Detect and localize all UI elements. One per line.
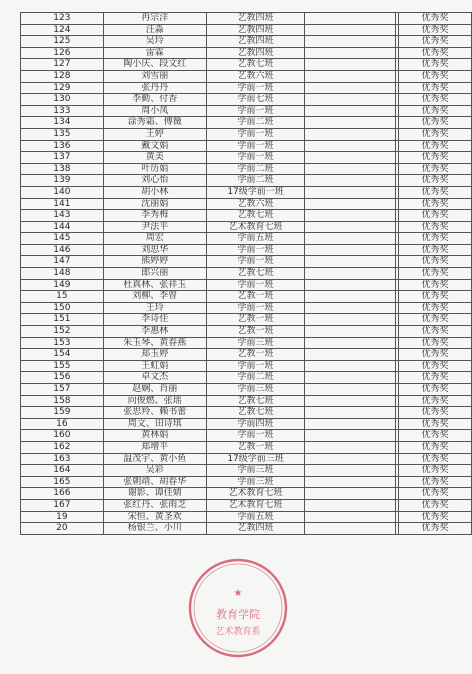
row-number: 125 — [21, 36, 104, 48]
row-number: 129 — [21, 82, 104, 94]
row-number: 15 — [21, 291, 104, 303]
row-number: 128 — [21, 70, 104, 82]
table-row — [21, 372, 472, 384]
row-name: 吴彩 — [103, 465, 206, 477]
row-class: 学前七班 — [206, 94, 305, 106]
row-name: 周宏 — [103, 233, 206, 245]
row-award: 优秀奖 — [399, 36, 472, 48]
row-number: 154 — [21, 349, 104, 361]
row-class: 17级学前一班 — [206, 186, 305, 198]
row-class: 学前一班 — [206, 140, 305, 152]
table-row — [21, 233, 472, 245]
row-award: 优秀奖 — [399, 326, 472, 338]
table-row — [21, 499, 472, 511]
table-row — [21, 94, 472, 106]
row-class: 学前一班 — [206, 256, 305, 268]
row-number: 150 — [21, 302, 104, 314]
row-class: 学前二班 — [206, 163, 305, 175]
table-row — [21, 244, 472, 256]
seal-outer-ring — [190, 560, 286, 656]
row-empty — [305, 82, 396, 94]
row-number: 148 — [21, 268, 104, 280]
row-name: 胡小林 — [103, 186, 206, 198]
row-empty — [305, 140, 396, 152]
row-award: 优秀奖 — [399, 279, 472, 291]
row-empty — [305, 13, 396, 25]
row-class: 艺教一班 — [206, 441, 305, 453]
row-empty — [305, 128, 396, 140]
row-award: 优秀奖 — [399, 488, 472, 500]
row-class: 艺教四班 — [206, 47, 305, 59]
row-empty — [305, 210, 396, 222]
row-class: 艺术教育七班 — [206, 488, 305, 500]
row-name: 向俊燃、张瑶 — [103, 395, 206, 407]
row-empty — [305, 430, 396, 442]
row-class: 艺术教育七班 — [206, 499, 305, 511]
table-row — [21, 163, 472, 175]
row-number: 145 — [21, 233, 104, 245]
row-number: 138 — [21, 163, 104, 175]
row-award: 优秀奖 — [399, 291, 472, 303]
row-number: 137 — [21, 152, 104, 164]
row-empty — [305, 453, 396, 465]
row-name: 王玲 — [103, 302, 206, 314]
row-award: 优秀奖 — [399, 117, 472, 129]
row-award: 优秀奖 — [399, 453, 472, 465]
table-row — [21, 314, 472, 326]
row-name: 周小凤 — [103, 105, 206, 117]
table-row — [21, 430, 472, 442]
row-number: 151 — [21, 314, 104, 326]
table-row — [21, 441, 472, 453]
row-number: 16 — [21, 418, 104, 430]
row-empty — [305, 70, 396, 82]
row-name: 张红丹、张雨芝 — [103, 499, 206, 511]
row-number: 134 — [21, 117, 104, 129]
row-empty — [305, 349, 396, 361]
row-award: 优秀奖 — [399, 511, 472, 523]
row-class: 艺教七班 — [206, 407, 305, 419]
row-class: 学前五班 — [206, 511, 305, 523]
row-empty — [305, 465, 396, 477]
row-award: 优秀奖 — [399, 244, 472, 256]
table-row — [21, 36, 472, 48]
row-empty — [305, 314, 396, 326]
row-empty — [305, 94, 396, 106]
row-award: 优秀奖 — [399, 349, 472, 361]
row-name: 李勤、付香 — [103, 94, 206, 106]
row-award: 优秀奖 — [399, 233, 472, 245]
row-number: 133 — [21, 105, 104, 117]
row-number: 153 — [21, 337, 104, 349]
row-class: 学前二班 — [206, 372, 305, 384]
row-number: 124 — [21, 24, 104, 36]
row-number: 163 — [21, 453, 104, 465]
row-name: 雷霖 — [103, 47, 206, 59]
row-class: 艺教六班 — [206, 70, 305, 82]
row-number: 155 — [21, 360, 104, 372]
row-empty — [305, 326, 396, 338]
table-row — [21, 186, 472, 198]
row-class: 艺教一班 — [206, 314, 305, 326]
row-award: 优秀奖 — [399, 418, 472, 430]
row-name: 张思羚、赖书蕾 — [103, 407, 206, 419]
table-row — [21, 198, 472, 210]
row-award: 优秀奖 — [399, 430, 472, 442]
row-empty — [305, 337, 396, 349]
row-number: 20 — [21, 523, 104, 535]
row-number: 135 — [21, 128, 104, 140]
row-name: 刘柳、李曾 — [103, 291, 206, 303]
row-award: 优秀奖 — [399, 152, 472, 164]
row-number: 136 — [21, 140, 104, 152]
row-number: 141 — [21, 198, 104, 210]
row-name: 张丹丹 — [103, 82, 206, 94]
row-class: 学前二班 — [206, 117, 305, 129]
row-number: 123 — [21, 13, 104, 25]
row-class: 学前三班 — [206, 384, 305, 396]
row-number: 167 — [21, 499, 104, 511]
row-number: 165 — [21, 476, 104, 488]
table-row — [21, 465, 472, 477]
row-number: 159 — [21, 407, 104, 419]
table-row — [21, 105, 472, 117]
row-award: 优秀奖 — [399, 337, 472, 349]
row-class: 艺教四班 — [206, 13, 305, 25]
row-empty — [305, 152, 396, 164]
row-class: 艺教一班 — [206, 291, 305, 303]
row-class: 艺教七班 — [206, 395, 305, 407]
table-row — [21, 476, 472, 488]
row-empty — [305, 105, 396, 117]
row-award: 优秀奖 — [399, 140, 472, 152]
row-class: 学前五班 — [206, 233, 305, 245]
row-empty — [305, 372, 396, 384]
table-row — [21, 268, 472, 280]
row-class: 学前一班 — [206, 302, 305, 314]
table-row — [21, 488, 472, 500]
row-empty — [305, 221, 396, 233]
table-row — [21, 337, 472, 349]
table-row — [21, 221, 472, 233]
row-award: 优秀奖 — [399, 407, 472, 419]
row-number: 147 — [21, 256, 104, 268]
row-name: 张朝靖、胡春华 — [103, 476, 206, 488]
row-empty — [305, 511, 396, 523]
row-name: 温茂宇、黄小鱼 — [103, 453, 206, 465]
row-name: 李诗佳 — [103, 314, 206, 326]
row-name: 汪淼 — [103, 24, 206, 36]
row-empty — [305, 244, 396, 256]
row-award: 优秀奖 — [399, 47, 472, 59]
row-name: 涂秀霜、傅薇 — [103, 117, 206, 129]
row-class: 学前一班 — [206, 360, 305, 372]
row-name: 郎兴丽 — [103, 268, 206, 280]
row-number: 146 — [21, 244, 104, 256]
row-class: 艺教一班 — [206, 326, 305, 338]
row-class: 艺教七班 — [206, 210, 305, 222]
row-empty — [305, 175, 396, 187]
row-name: 王婷 — [103, 128, 206, 140]
seal-text: 教育学院 — [216, 608, 260, 621]
row-award: 优秀奖 — [399, 24, 472, 36]
row-name: 周文、田诗琪 — [103, 418, 206, 430]
row-class: 艺教七班 — [206, 59, 305, 71]
row-empty — [305, 523, 396, 535]
row-name: 尹法平 — [103, 221, 206, 233]
row-empty — [305, 24, 396, 36]
row-name: 叶历娟 — [103, 163, 206, 175]
row-name: 黄美 — [103, 152, 206, 164]
row-empty — [305, 163, 396, 175]
row-award: 优秀奖 — [399, 163, 472, 175]
row-award: 优秀奖 — [399, 372, 472, 384]
row-award: 优秀奖 — [399, 523, 472, 535]
row-class: 学前三班 — [206, 337, 305, 349]
row-award: 优秀奖 — [399, 175, 472, 187]
row-class: 学前一班 — [206, 244, 305, 256]
row-empty — [305, 117, 396, 129]
row-empty — [305, 488, 396, 500]
row-award: 优秀奖 — [399, 268, 472, 280]
row-empty — [305, 36, 396, 48]
table-row — [21, 128, 472, 140]
table-row — [21, 511, 472, 523]
row-name: 戴文娟 — [103, 140, 206, 152]
row-number: 166 — [21, 488, 104, 500]
row-class: 学前三班 — [206, 476, 305, 488]
row-award: 优秀奖 — [399, 13, 472, 25]
table-row — [21, 152, 472, 164]
row-empty — [305, 441, 396, 453]
roster-body — [21, 13, 472, 535]
row-award: 优秀奖 — [399, 128, 472, 140]
row-empty — [305, 476, 396, 488]
row-number: 157 — [21, 384, 104, 396]
row-empty — [305, 291, 396, 303]
row-class: 艺教四班 — [206, 523, 305, 535]
row-name: 刘心怡 — [103, 175, 206, 187]
row-number: 126 — [21, 47, 104, 59]
table-row — [21, 453, 472, 465]
table-row — [21, 59, 472, 71]
row-award: 优秀奖 — [399, 221, 472, 233]
row-award: 优秀奖 — [399, 384, 472, 396]
table-row — [21, 175, 472, 187]
table-row — [21, 140, 472, 152]
table-row — [21, 418, 472, 430]
row-number: 158 — [21, 395, 104, 407]
table-row — [21, 117, 472, 129]
row-class: 艺教四班 — [206, 24, 305, 36]
table-row — [21, 13, 472, 25]
row-empty — [305, 418, 396, 430]
row-award: 优秀奖 — [399, 314, 472, 326]
table-row — [21, 326, 472, 338]
row-number: 156 — [21, 372, 104, 384]
seal-sub-text: 艺术教育系 — [215, 627, 261, 637]
table-row — [21, 360, 472, 372]
row-name: 陶小庆、段文红 — [103, 59, 206, 71]
table-row — [21, 395, 472, 407]
row-number: 139 — [21, 175, 104, 187]
row-name: 王虹娟 — [103, 360, 206, 372]
row-number: 160 — [21, 430, 104, 442]
row-name: 刘思华 — [103, 244, 206, 256]
row-name: 郑玉婷 — [103, 349, 206, 361]
row-class: 艺教一班 — [206, 349, 305, 361]
row-award: 优秀奖 — [399, 70, 472, 82]
row-empty — [305, 233, 396, 245]
table-row — [21, 82, 472, 94]
row-name: 冉宗洋 — [103, 13, 206, 25]
table-row — [21, 291, 472, 303]
row-number: 164 — [21, 465, 104, 477]
row-award: 优秀奖 — [399, 476, 472, 488]
row-name: 赵娴、肖丽 — [103, 384, 206, 396]
table-row — [21, 407, 472, 419]
table-row — [21, 210, 472, 222]
row-award: 优秀奖 — [399, 198, 472, 210]
row-class: 学前一班 — [206, 152, 305, 164]
row-class: 学前一班 — [206, 279, 305, 291]
row-class: 学前一班 — [206, 430, 305, 442]
table-row — [21, 384, 472, 396]
row-name: 郑增平 — [103, 441, 206, 453]
row-award: 优秀奖 — [399, 94, 472, 106]
row-award: 优秀奖 — [399, 186, 472, 198]
table-row — [21, 47, 472, 59]
row-class: 艺教四班 — [206, 36, 305, 48]
row-class: 学前一班 — [206, 82, 305, 94]
row-award: 优秀奖 — [399, 441, 472, 453]
row-name: 杨银兰、小川 — [103, 523, 206, 535]
row-name: 李秀梅 — [103, 210, 206, 222]
row-empty — [305, 47, 396, 59]
table-row — [21, 256, 472, 268]
table-row — [21, 279, 472, 291]
row-award: 优秀奖 — [399, 210, 472, 222]
row-empty — [305, 279, 396, 291]
row-empty — [305, 384, 396, 396]
row-class: 学前一班 — [206, 105, 305, 117]
row-empty — [305, 186, 396, 198]
row-empty — [305, 395, 396, 407]
row-number: 130 — [21, 94, 104, 106]
seal-inner-ring — [194, 564, 282, 652]
row-name: 吴玲 — [103, 36, 206, 48]
row-award: 优秀奖 — [399, 256, 472, 268]
row-number: 143 — [21, 210, 104, 222]
row-class: 艺教六班 — [206, 198, 305, 210]
row-number: 149 — [21, 279, 104, 291]
row-award: 优秀奖 — [399, 465, 472, 477]
row-name: 刘雪丽 — [103, 70, 206, 82]
seal-star-icon: ★ — [233, 588, 243, 599]
row-empty — [305, 360, 396, 372]
row-name: 朱玉琴、黄春燕 — [103, 337, 206, 349]
row-number: 144 — [21, 221, 104, 233]
row-name: 卓文杰 — [103, 372, 206, 384]
row-name: 李惠林 — [103, 326, 206, 338]
award-roster-table — [20, 12, 472, 535]
official-seal-stamp — [186, 556, 290, 660]
row-award: 优秀奖 — [399, 302, 472, 314]
row-award: 优秀奖 — [399, 395, 472, 407]
row-empty — [305, 407, 396, 419]
row-class: 学前二班 — [206, 175, 305, 187]
row-empty — [305, 302, 396, 314]
table-row — [21, 24, 472, 36]
row-empty — [305, 198, 396, 210]
row-empty — [305, 499, 396, 511]
table-row — [21, 70, 472, 82]
row-award: 优秀奖 — [399, 105, 472, 117]
row-class: 艺教七班 — [206, 268, 305, 280]
table-row — [21, 302, 472, 314]
row-class: 17级学前三班 — [206, 453, 305, 465]
row-number: 19 — [21, 511, 104, 523]
row-name: 宋恒、黄圣欢 — [103, 511, 206, 523]
table-row — [21, 523, 472, 535]
row-name: 黄林娟 — [103, 430, 206, 442]
row-number: 140 — [21, 186, 104, 198]
row-number: 127 — [21, 59, 104, 71]
row-award: 优秀奖 — [399, 360, 472, 372]
row-award: 优秀奖 — [399, 499, 472, 511]
row-number: 152 — [21, 326, 104, 338]
row-class: 学前四班 — [206, 418, 305, 430]
row-name: 杜真林、张祥玉 — [103, 279, 206, 291]
row-class: 学前一班 — [206, 128, 305, 140]
row-name: 谢影、谭佳婧 — [103, 488, 206, 500]
row-name: 沈丽娟 — [103, 198, 206, 210]
row-class: 艺术教育七班 — [206, 221, 305, 233]
row-name: 熊婷婷 — [103, 256, 206, 268]
row-empty — [305, 59, 396, 71]
row-empty — [305, 256, 396, 268]
table-row — [21, 349, 472, 361]
row-empty — [305, 268, 396, 280]
row-class: 学前三班 — [206, 465, 305, 477]
row-award: 优秀奖 — [399, 59, 472, 71]
row-award: 优秀奖 — [399, 82, 472, 94]
row-number: 162 — [21, 441, 104, 453]
